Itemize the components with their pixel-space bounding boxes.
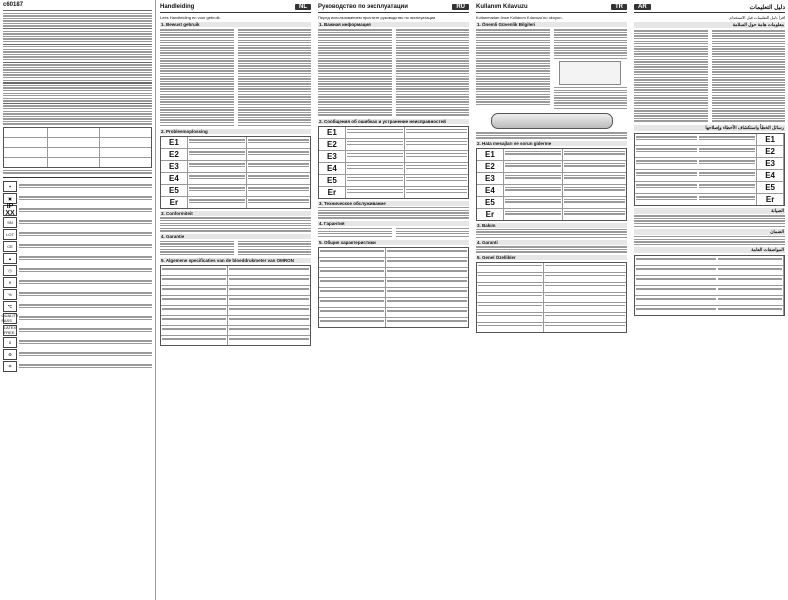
ar-spec-table <box>634 255 785 316</box>
temperature-icon: ℃ <box>3 301 17 312</box>
ar-section-2: رسائل الخطأ واستكشاف الأخطاء وإصلاحها <box>634 125 785 131</box>
type-bf-icon: ✦ <box>3 181 17 192</box>
ar-section-3: الصيانة <box>634 208 785 214</box>
lot-icon: LOT <box>3 229 17 240</box>
ar-column <box>631 0 788 600</box>
nl-subtitle: Lees Handleiding en voor gebruik. <box>160 15 221 20</box>
tr-error-table: E1 E2 E3 E4 E5 Er <box>476 148 627 221</box>
ce-mark-icon: CE <box>3 241 17 252</box>
nl-error-table: E1 E2 E3 E4 E5 Er <box>160 136 311 209</box>
ip-rating-icon: IP XX <box>3 205 17 216</box>
nl-spec-table <box>160 265 311 346</box>
humidity-icon: % <box>3 289 17 300</box>
model-table <box>3 127 152 168</box>
ru-header <box>318 2 469 13</box>
nl-lang-badge: NL <box>295 4 311 10</box>
tr-column <box>473 0 630 600</box>
nl-header <box>160 2 311 13</box>
ar-lang-badge: AR <box>634 4 651 10</box>
latex-free-icon: LATEX FREE <box>3 325 17 336</box>
ru-column <box>315 0 472 600</box>
manufacturer-icon: ▲ <box>3 253 17 264</box>
tr-subtitle: Kullanmadan önce Kullanım Kılavuzu'nu okuyun. <box>476 15 563 20</box>
tr-lang-badge: TR <box>611 4 627 10</box>
ru-section-1: 1. Важная информация <box>318 22 469 27</box>
tr-spec-table <box>476 262 627 333</box>
tr-header <box>476 2 627 13</box>
ru-section-3: 3. Техническое обслуживание <box>318 201 469 206</box>
tr-section-2: 2. Hata mesajları ve sorun giderme <box>476 141 627 146</box>
ar-error-table: E1 E2 E3 E4 E5 Er <box>634 133 785 206</box>
instructions-icon: ℹ <box>3 337 17 348</box>
ar-subtitle: اقرأ دليل التعليمات قبل الاستخدام <box>729 15 785 20</box>
date-icon: ◷ <box>3 265 17 276</box>
ar-header <box>634 2 785 13</box>
ar-section-1: معلومات هامة حول السلامة <box>634 22 785 28</box>
nl-title: Handleiding <box>160 4 195 10</box>
nl-section-1: 1. Bewust gebruik <box>160 22 311 27</box>
nl-section-5: 5. Algemene specificaties van de bloeddrukmeter van OMRON <box>160 258 311 263</box>
nl-column <box>157 0 314 600</box>
ar-section-4: الضمان <box>634 229 785 235</box>
tr-section-3: 3. Bakım <box>476 223 627 228</box>
tr-section-1: 1. Önemli Güvenlik Bilgileri <box>476 22 627 27</box>
symbols-column <box>0 0 156 600</box>
quality-pass-icon: QUALITY PASS <box>1 313 19 324</box>
ar-title: دليل التعليمات <box>749 4 785 11</box>
ru-spec-table <box>318 247 469 328</box>
nl-section-2: 2. Probleemoplossing <box>160 129 311 134</box>
tr-section-5: 5. Genel Özellikler <box>476 255 627 260</box>
ru-error-table: E1 E2 E3 E4 E5 Er <box>318 126 469 199</box>
tr-section-4: 4. Garanti <box>476 240 627 245</box>
nl-section-4: 4. Garantie <box>160 234 311 239</box>
ru-subtitle: Перед использованием прочтите руководство по эксплуатации <box>318 15 436 20</box>
battery-illustration <box>491 113 613 129</box>
cuff-illustration <box>559 61 621 85</box>
tr-title: Kullanım Kılavuzu <box>476 4 528 10</box>
ru-section-2: 2. Сообщения об ошибках и устранение неисправностей <box>318 119 469 124</box>
waste-bin-icon: ✕ <box>3 277 17 288</box>
ar-section-5: المواصفات العامة <box>634 247 785 253</box>
sn-icon: SN <box>3 217 17 228</box>
ru-lang-badge: RU <box>452 4 469 10</box>
ru-title: Руководство по эксплуатации <box>318 4 408 10</box>
keep-dry-icon: ☂ <box>3 361 17 372</box>
symbol-legend <box>3 177 152 372</box>
nl-section-3: 3. Conformiteit <box>160 211 311 216</box>
document-code: c60187 <box>3 2 24 8</box>
ru-section-4: 4. Гарантия <box>318 221 469 226</box>
ru-section-5: 5. Общие характеристики <box>318 240 469 245</box>
class2-icon: ▣ <box>3 193 17 204</box>
recycle-icon: ♻ <box>3 349 17 360</box>
